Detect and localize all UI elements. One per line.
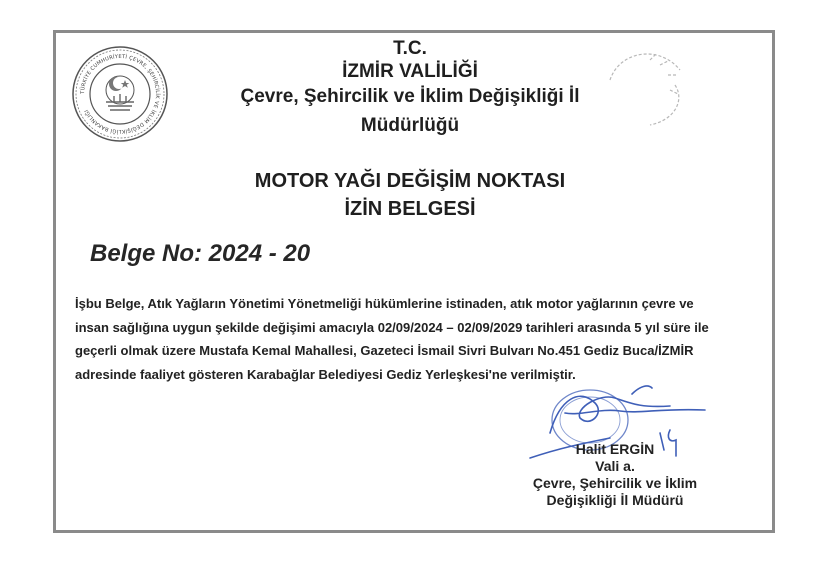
header-governorship: İZMİR VALİLİĞİ	[342, 61, 478, 82]
document-number: Belge No: 2024 - 20	[90, 240, 311, 267]
body-line-3: geçerli olmak üzere Mustafa Kemal Mahallesi, Gazeteci İsmail Sivri Bulvarı No.451 Gediz Buca/İZMİR	[75, 343, 694, 358]
document-title-line2: İZİN BELGESİ	[344, 198, 476, 220]
body-line-4: adresinde faaliyet gösteren Karabağlar Belediyesi Gediz Yerleşkesi'ne verilmiştir.	[75, 366, 576, 382]
signatory-title-line2: Değişikliği İl Müdürü	[546, 492, 684, 508]
certificate-body	[75, 292, 765, 386]
body-line-1: İşbu Belge, Atık Yağların Yönetimi Yönetmeliği hükümlerine istinaden, atık motor yağlarının çevre ve	[75, 296, 694, 311]
signatory-block	[495, 441, 735, 509]
signatory-name: Halit ERGİN	[575, 441, 655, 457]
signatory-on-behalf: Vali a.	[595, 458, 635, 474]
header-directorate-line2: Müdürlüğü	[360, 115, 460, 136]
signatory-title-line1: Çevre, Şehircilik ve İklim	[532, 475, 698, 491]
header-directorate-line1: Çevre, Şehircilik ve İklim Değişikliği İl	[240, 86, 580, 107]
seal-ring-text: TÜRKİYE CUMHURİYETİ ÇEVRE, ŞEHİRCİLİK VE İKLİM DEĞİŞİKLİĞİ BAKANLIĞI	[79, 53, 161, 135]
header-tc: T.C.	[393, 38, 427, 59]
document-title-line1: MOTOR YAĞI DEĞİŞİM NOKTASI	[254, 170, 566, 192]
body-line-2: insan sağlığına uygun şekilde değişimi amacıyla 02/09/2024 – 02/09/2029 tarihleri arasında 5 yıl süre ile	[75, 319, 709, 335]
